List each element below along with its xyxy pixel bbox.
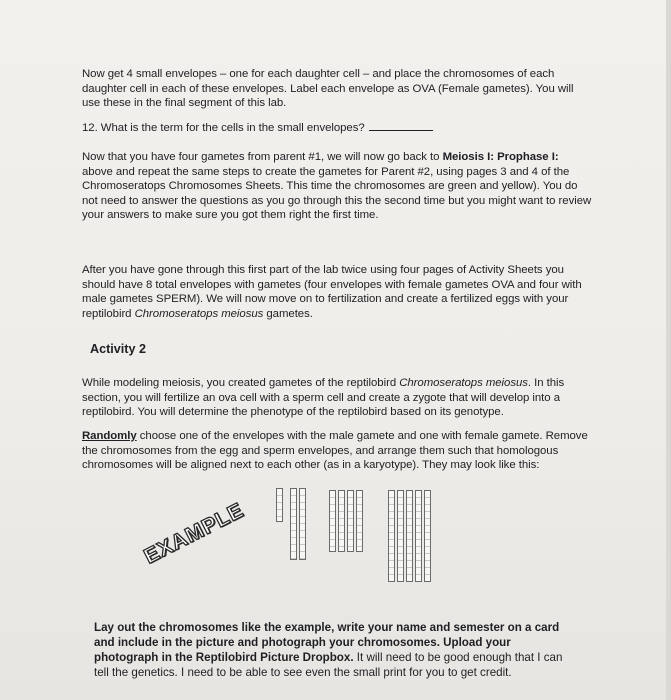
parent-2-text-b: above and repeat the same steps to create the gametes for Parent #2, using pages 3 and 4 of the Chromoseratops Chromosomes Sheets. This time the chromosomes are green and yellow). You do not need to answer the questions as you go through this the second time but you might want to review your answers to make sure you got them right the first time. bbox=[82, 165, 592, 222]
activity-2-heading: Activity 2 bbox=[90, 342, 146, 356]
chromosome bbox=[388, 490, 395, 582]
photo-upload-text: It will need to be good enough that I can tell the genetics. I need to be able to see even the small print for you to get credit. bbox=[94, 651, 563, 679]
chromosome bbox=[415, 490, 422, 582]
species-name: Chromoseratops meiosus bbox=[134, 307, 264, 320]
species-name-2: Chromoseratops meiosus bbox=[399, 377, 528, 389]
example-stamp: EXAMPLE bbox=[140, 498, 248, 569]
chromosome bbox=[329, 490, 336, 552]
chromosome bbox=[397, 490, 404, 582]
question-12 bbox=[82, 120, 592, 136]
chromosome bbox=[347, 490, 354, 552]
activity-2-text-a: While modeling meiosis, you created gametes of the reptilobird bbox=[82, 377, 400, 389]
karyotype-instructions bbox=[82, 429, 592, 473]
fertilization-intro bbox=[82, 263, 592, 321]
activity-2-intro bbox=[82, 376, 592, 420]
parent-2-instructions bbox=[82, 150, 592, 223]
photo-upload-instructions bbox=[94, 620, 569, 680]
chromosome bbox=[299, 488, 306, 560]
fertilization-text-b: gametes. bbox=[263, 307, 313, 320]
chromosome bbox=[356, 490, 363, 552]
example-karyotype-figure bbox=[140, 488, 440, 584]
envelope-instructions bbox=[82, 67, 592, 111]
photo-upload-bold: Lay out the chromosomes like the example, write your name and semester on a card and include in the picture and photograph your chromosomes. Upload your photograph in the Reptilobird Picture Dropbox. bbox=[94, 621, 560, 664]
chromosome bbox=[276, 488, 283, 522]
activity-2-text-b: . In this section, you will fertilize an ova cell with a sperm cell and create a zygote that will develop into a reptilobird. You will determine the phenotype of the reptilobird based on its genotype. bbox=[82, 377, 565, 419]
karyotype-text: choose one of the envelopes with the male gamete and one with female gamete. Remove the chromosomes from the egg and sperm envelopes, and arrange them such that homologous chromosomes will be aligned next to each other (as in a karyotype). They may look like this: bbox=[82, 430, 588, 472]
parent-2-text-a: Now that you have four gametes from parent #1, we will now go back to bbox=[82, 151, 443, 163]
chromosome bbox=[406, 490, 413, 582]
meiosis-prophase-label: Meiosis I: Prophase I: bbox=[442, 151, 559, 163]
answer-blank bbox=[369, 120, 433, 131]
randomly-word: Randomly bbox=[82, 430, 137, 442]
envelope-instructions-text: Now get 4 small envelopes – one for each daughter cell – and place the chromosomes of each daughter cell in each of these envelopes. Label each envelope as OVA (Female gametes). You will use these in the final segment of this lab. bbox=[82, 68, 574, 110]
question-12-text: 12. What is the term for the cells in the small envelopes? bbox=[82, 122, 365, 134]
fertilization-text-a: After you have gone through this first part of the lab twice using four pages of Activity Sheets you should have 8 total envelopes with gametes (four envelopes with female gametes OVA and four with male gametes SPERM). We will now move on to fertilization and create a fertilized eggs with your reptilobird bbox=[82, 264, 582, 320]
page-edge-shadow bbox=[666, 0, 670, 700]
chromosome bbox=[290, 488, 297, 560]
chromosome bbox=[338, 490, 345, 552]
chromosome bbox=[424, 490, 431, 582]
